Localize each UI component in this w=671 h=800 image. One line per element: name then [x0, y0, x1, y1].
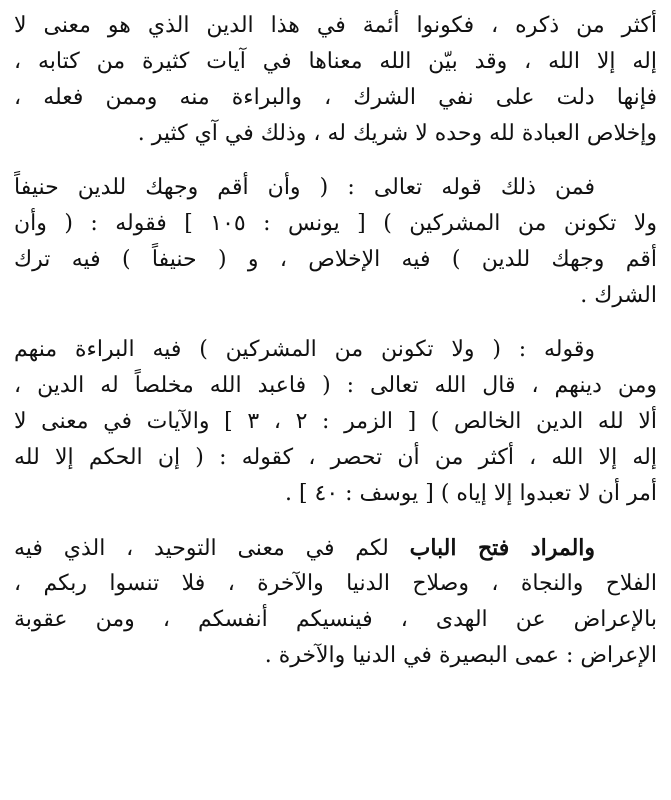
text-line: أمر أن لا تعبدوا إلا إياه ) [ يوسف : ٤٠ ] . [284, 481, 657, 506]
paragraph-2 [14, 170, 657, 314]
text-line: ومن دينهم ، قال الله تعالى : ( فاعبد الله مخلصاً له الدين ، [14, 373, 657, 398]
text-line-rest: لكم في معنى التوحيد ، الذي فيه [14, 536, 410, 561]
text-line: إله إلا الله ، وقد بيّن الله معناها في آيات كثيرة من كتابه ، [14, 49, 657, 74]
text-line: بالإعراض عن الهدى ، فينسيكم أنفسكم ، ومن عقوبة [14, 607, 657, 632]
paragraph-gap [14, 152, 657, 170]
text-line: فإنها دلت على نفي الشرك ، والبراءة منه وممن فعله ، [14, 85, 657, 110]
text-line [14, 530, 657, 566]
text-line: فمن ذلك قوله تعالى : ( وأن أقم وجهك للدين حنيفاً [14, 175, 595, 200]
paragraph-4 [14, 530, 657, 674]
text-line: وقوله : ( ولا تكونن من المشركين ) فيه البراءة منهم [14, 337, 595, 362]
text-line: أكثر من ذكره ، فكونوا أئمة في هذا الدين الذي هو معنى لا [14, 13, 657, 38]
paragraph-1 [14, 8, 657, 152]
text-line: أقم وجهك للدين ) فيه الإخلاص ، و ( حنيفاً ) فيه ترك [14, 247, 657, 272]
text-line: ولا تكونن من المشركين ) [ يونس : ١٠٥ ] فقوله : ( وأن [14, 211, 657, 236]
text-line: الشرك . [580, 283, 657, 308]
text-line: وإخلاص العبادة لله وحده لا شريك له ، وذلك في آي كثير . [137, 121, 657, 146]
text-line: الإعراض : عمى البصيرة في الدنيا والآخرة . [264, 643, 657, 668]
bold-lead-phrase: والمراد فتح الباب [409, 535, 596, 561]
paragraph-3 [14, 332, 657, 512]
paragraph-gap [14, 314, 657, 332]
text-line: ألا لله الدين الخالص ) [ الزمر : ٢ ، ٣ ] والآيات في معنى لا [14, 409, 657, 434]
text-line: الفلاح والنجاة ، وصلاح الدنيا والآخرة ، فلا تنسوا ربكم ، [14, 571, 657, 596]
paragraph-gap [14, 512, 657, 530]
text-line: إله إلا الله ، أكثر من أن تحصر ، كقوله : ( إن الحكم إلا لله [14, 445, 657, 470]
